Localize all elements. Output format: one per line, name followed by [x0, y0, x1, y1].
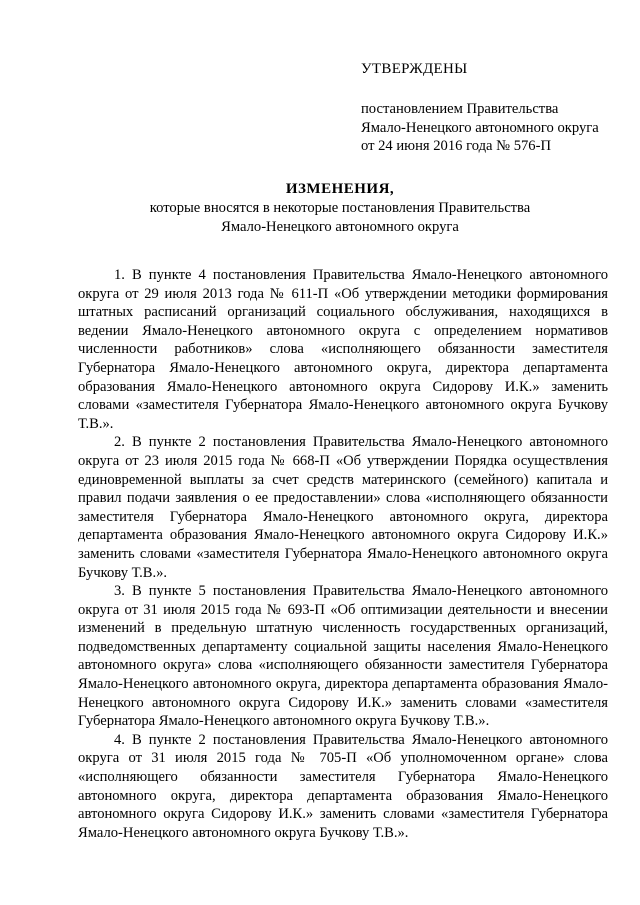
paragraph-4: 4. В пункте 2 постановления Правительства Ямало-Ненецкого автономного округа от 31 июля 2015 года № 705-П «Об уполномоченном органе» слова «исполняющего обязанности заместителя Губернатора Ямало-Ненецкого автономного округа, директора департамента образования Ямало-Ненецкого автономного округа Сидорову И.К.» заменить словами «заместителя Губернатора Ямало-Ненецкого автономного округа Бучкову Т.В.». — [78, 731, 608, 841]
approval-block — [361, 60, 621, 156]
document-subtitle-line: Ямало-Ненецкого автономного округа — [221, 219, 459, 235]
document-subtitle-line: которые вносятся в некоторые постановления Правительства — [149, 200, 531, 216]
document-body — [78, 266, 608, 842]
approval-line: постановлением Правительства — [361, 101, 559, 117]
paragraph-2: 2. В пункте 2 постановления Правительства Ямало-Ненецкого автономного округа от 23 июля 2015 года № 668-П «Об утверждении Порядка осуществления единовременной выплаты за счет средств материнского (семейного) капитала и правил подачи заявления о ее предоставлении» слова «исполняющего обязанности заместителя Губернатора Ямало-Ненецкого автономного округа, директора департамента образования Ямало-Ненецкого автономного округа Сидорову И.К.» заменить словами «заместителя Губернатора Ямало-Ненецкого автономного округа Бучкову Т.В.». — [78, 434, 608, 581]
approval-line: от 24 июня 2016 года № 576-П — [361, 138, 552, 154]
document-title-block — [60, 180, 620, 237]
approval-line: Ямало-Ненецкого автономного округа — [361, 119, 599, 136]
paragraph-1: 1. В пункте 4 постановления Правительства Ямало-Ненецкого автономного округа от 29 июля 2013 года № 611-П «Об утверждении методики формирования штатных расписаний организаций социального обслуживания, находящихся в ведении Ямало-Ненецкого автономного округа с определением нормативов численности работников» слова «исполняющего обязанности заместителя Губернатора Ямало-Ненецкого автономного округа, директора департамента образования Ямало-Ненецкого автономного округа Сидорову И.К.» заменить словами «заместителя Губернатора Ямало-Ненецкого автономного округа Бучкову Т.В.». — [78, 267, 608, 432]
approval-heading: УТВЕРЖДЕНЫ — [361, 61, 468, 77]
paragraph-3: 3. В пункте 5 постановления Правительства Ямало-Ненецкого автономного округа от 31 июля 2015 года № 693-П «Об оптимизации деятельности и внесении изменений в предельную штатную численность государственных организаций, подведомственных департаменту социальной защиты населения Ямало-Ненецкого автономного округа» слова «исполняющего обязанности заместителя Губернатора Ямало-Ненецкого автономного округа, директора департамента образования Ямало-Ненецкого автономного округа Сидорову И.К.» заменить словами «заместителя Губернатора Ямало-Ненецкого автономного округа Бучкову Т.В.». — [78, 583, 608, 730]
document-title: ИЗМЕНЕНИЯ, — [285, 181, 395, 197]
